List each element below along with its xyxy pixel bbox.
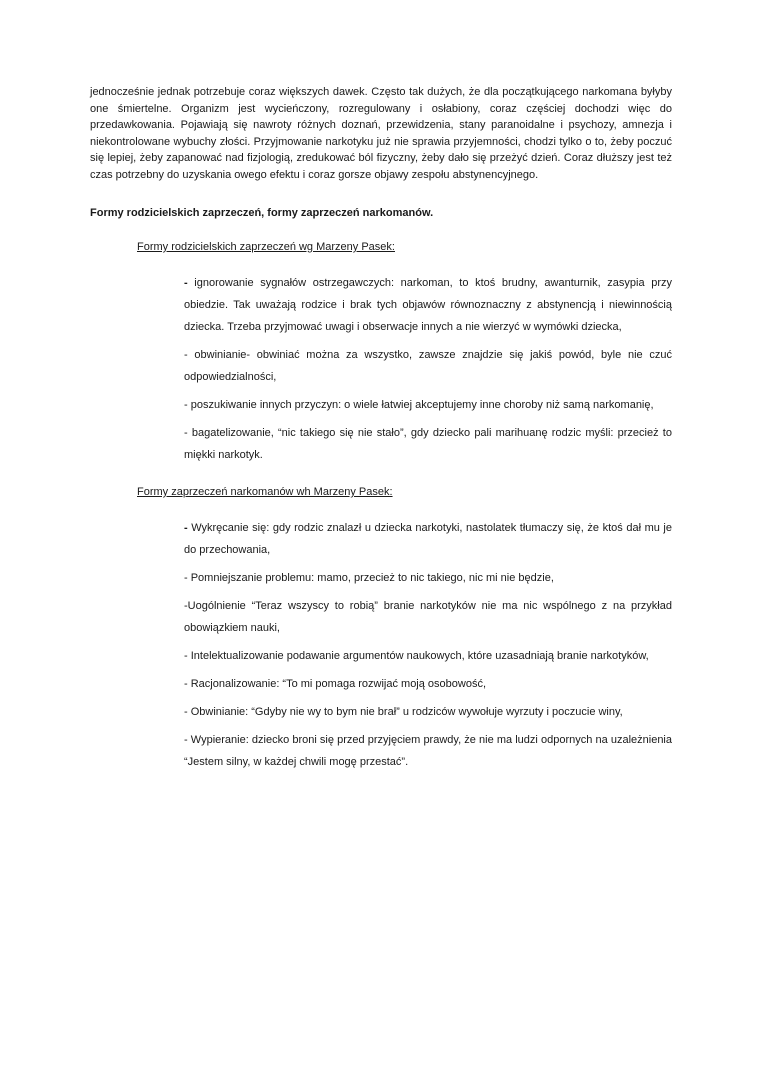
list-item [184, 394, 672, 416]
list-item-text: - Wypieranie: dziecko broni się przed przyjęciem prawdy, że nie ma ludzi odpornych na uzależnienia “Jestem silny, w każdej chwili mogę przestać”. [184, 734, 672, 768]
list-item [184, 272, 672, 338]
list-item-text: - Racjonalizowanie: “To mi pomaga rozwijać moją osobowość, [184, 678, 487, 690]
list-item [184, 595, 672, 639]
subsection-title-text: Formy zaprzeczeń narkomanów wh Marzeny Pasek: [137, 486, 393, 498]
list-item [184, 673, 672, 695]
list-item [184, 645, 672, 667]
list-item-text: - Intelektualizowanie podawanie argumentów naukowych, które uzasadniają branie narkotyków, [184, 650, 649, 662]
subsection-title-parents-denials [137, 239, 672, 255]
list-item-text: - bagatelizowanie, “nic takiego się nie stało”, gdy dziecko pali marihuanę rodzic myśli: przecież to miękki narkotyk. [184, 427, 672, 461]
list-item [184, 517, 672, 561]
list-item-text: - Pomniejszanie problemu: mamo, przecież to nic takiego, nic mi nie będzie, [184, 572, 554, 584]
list-item-dash: - [184, 277, 195, 289]
list-item-text: - Obwinianie: “Gdyby nie wy to bym nie brał” u rodziców wywołuje wyrzuty i poczucie winy, [184, 706, 623, 718]
list-item-text: ignorowanie sygnałów ostrzegawczych: narkoman, to ktoś brudny, awanturnik, zasypia przy obiedzie. Tak uważają rodzice i brak tych objawów równoznaczny z abstynencją i niewinnością dziecka. Trzeba przyjmować uwagi i obserwacje innych a nie wierzyć w wymówki dziecka, [184, 277, 672, 333]
parents-denials-list [184, 272, 672, 466]
list-item [184, 422, 672, 466]
list-item [184, 567, 672, 589]
list-item-text: -Uogólnienie “Teraz wszyscy to robią” branie narkotyków nie ma nic wspólnego z na przykład obowiązkiem nauki, [184, 600, 672, 634]
list-item [184, 344, 672, 388]
list-item-text: - poszukiwanie innych przyczyn: o wiele łatwiej akceptujemy inne choroby niż samą narkomanię, [184, 399, 654, 411]
list-item [184, 729, 672, 773]
intro-paragraph: jednocześnie jednak potrzebuje coraz większych dawek. Często tak dużych, że dla początkującego narkomana byłyby one śmiertelne. Organizm jest wycieńczony, rozregulowany i osłabiony, coraz częściej dochodzi więc do przedawkowania. Pojawiają się nawroty różnych doznań, przewidzenia, stany paranoidalne i psychozy, amnezja i niekontrolowane wybuchy złości. Przyjmowanie narkotyku już nie sprawia przyjemności, chodzi tylko o to, żeby poczuć się lepiej, żeby zapanować nad fizjologią, zredukować ból fizyczny, żeby dało się przeżyć dzień. Coraz dłuższy jest też czas potrzebny do uzyskania owego efektu i coraz gorsze objawy zespołu abstynencyjnego. [90, 86, 672, 181]
list-item [184, 701, 672, 723]
subsection-title-text: Formy rodzicielskich zaprzeczeń wg Marzeny Pasek: [137, 241, 395, 253]
list-item-dash: - [184, 522, 192, 534]
subsection-title-addicts-denials [137, 484, 672, 500]
list-item-text: - obwinianie- obwiniać można za wszystko, zawsze znajdzie się jakiś powód, byle nie czuć odpowiedzialności, [184, 349, 672, 383]
list-item-text: Wykręcanie się: gdy rodzic znalazł u dziecka narkotyki, nastolatek tłumaczy się, że ktoś dał mu je do przechowania, [184, 522, 672, 556]
main-heading: Formy rodzicielskich zaprzeczeń, formy zaprzeczeń narkomanów. [90, 207, 434, 219]
addicts-denials-list [184, 517, 672, 773]
